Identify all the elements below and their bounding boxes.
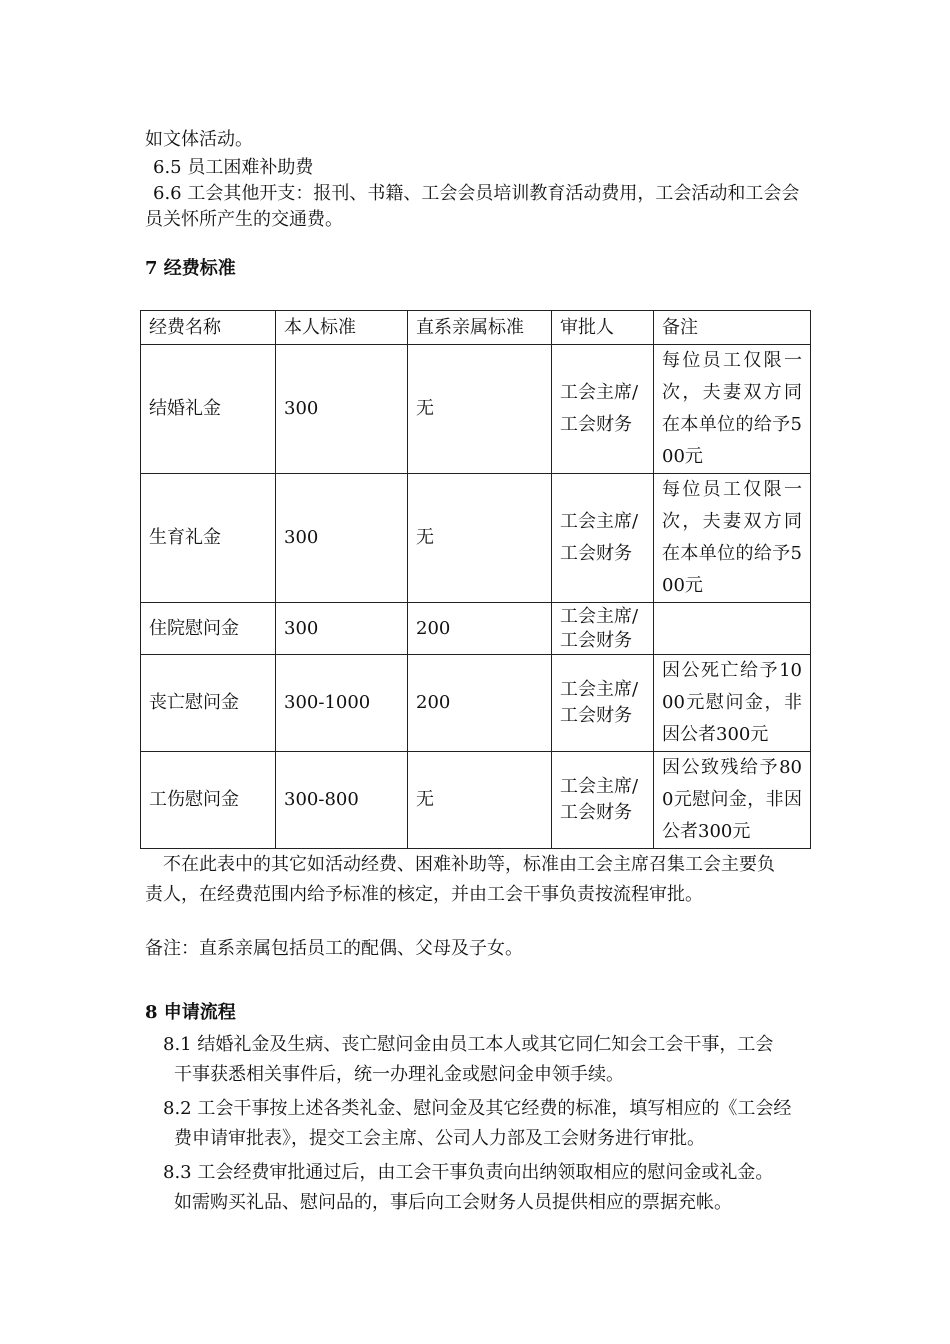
note-cell: 每位员工仅限一次，夫妻双方同在本单位的给予500元 — [654, 345, 811, 474]
relative-standard-cell: 200 — [408, 655, 552, 752]
self-standard-cell: 300 — [276, 474, 408, 603]
relative-standard-cell: 无 — [408, 752, 552, 849]
approver-cell: 工会主席/工会财务 — [552, 655, 654, 752]
self-standard-cell: 300 — [276, 603, 408, 655]
self-standard-cell: 300 — [276, 345, 408, 474]
table-row — [141, 474, 811, 603]
fee-name-cell: 工伤慰问金 — [141, 752, 276, 849]
header-cell: 备注 — [654, 311, 811, 345]
step-8-1-line-1: 8.1 结婚礼金及生病、丧亡慰问金由员工本人或其它同仁知会工会干事，工会 — [163, 1034, 774, 1055]
header-cell: 直系亲属标准 — [408, 311, 552, 345]
intro-line-2: 6.5 员工困难补助费 — [153, 157, 314, 178]
relative-standard-cell: 无 — [408, 345, 552, 474]
section-7-title: 7 经费标准 — [145, 258, 236, 279]
intro-line-1: 如文体活动。 — [145, 129, 253, 150]
note-cell: 因公致残给予800元慰问金，非因公者300元 — [654, 752, 811, 849]
approver-cell: 工会主席/工会财务 — [552, 603, 654, 655]
step-8-2-line-1: 8.2 工会干事按上述各类礼金、慰问金及其它经费的标准，填写相应的《工会经 — [163, 1098, 792, 1119]
table-row — [141, 603, 811, 655]
section-8-title: 8 申请流程 — [145, 1002, 236, 1023]
step-8-1-line-2: 干事获悉相关事件后，统一办理礼金或慰问金申领手续。 — [174, 1064, 624, 1085]
step-8-2-line-2: 费申请审批表》，提交工会主席、公司人力部及工会财务进行审批。 — [174, 1128, 705, 1149]
note-cell — [654, 603, 811, 655]
relative-standard-cell: 200 — [408, 603, 552, 655]
header-cell: 审批人 — [552, 311, 654, 345]
table-row — [141, 345, 811, 474]
header-cell: 经费名称 — [141, 311, 276, 345]
intro-line-4: 员关怀所产生的交通费。 — [145, 209, 343, 230]
relative-standard-cell: 无 — [408, 474, 552, 603]
fee-name-cell: 生育礼金 — [141, 474, 276, 603]
table-row — [141, 752, 811, 849]
after-table-line-2: 责人，在经费范围内给予标准的核定，并由工会干事负责按流程审批。 — [145, 884, 703, 905]
step-8-3-line-2: 如需购买礼品、慰问品的，事后向工会财务人员提供相应的票据充帐。 — [174, 1192, 732, 1213]
fee-name-cell: 住院慰问金 — [141, 603, 276, 655]
remark-text: 备注：直系亲属包括员工的配偶、父母及子女。 — [145, 938, 523, 959]
step-8-3-line-1: 8.3 工会经费审批通过后，由工会干事负责向出纳领取相应的慰问金或礼金。 — [163, 1162, 774, 1183]
self-standard-cell: 300-1000 — [276, 655, 408, 752]
note-cell: 因公死亡给予1000元慰问金，非因公者300元 — [654, 655, 811, 752]
intro-line-3: 6.6 工会其他开支：报刊、书籍、工会会员培训教育活动费用，工会活动和工会会 — [153, 183, 800, 204]
fee-standard-table — [140, 310, 811, 849]
note-cell: 每位员工仅限一次，夫妻双方同在本单位的给予500元 — [654, 474, 811, 603]
approver-cell: 工会主席/工会财务 — [552, 345, 654, 474]
fee-name-cell: 结婚礼金 — [141, 345, 276, 474]
header-cell: 本人标准 — [276, 311, 408, 345]
table-row — [141, 655, 811, 752]
self-standard-cell: 300-800 — [276, 752, 408, 849]
approver-cell: 工会主席/工会财务 — [552, 474, 654, 603]
fee-name-cell: 丧亡慰问金 — [141, 655, 276, 752]
approver-cell: 工会主席/工会财务 — [552, 752, 654, 849]
table-header-row — [141, 311, 811, 345]
after-table-line-1: 不在此表中的其它如活动经费、困难补助等，标准由工会主席召集工会主要负 — [163, 854, 775, 875]
